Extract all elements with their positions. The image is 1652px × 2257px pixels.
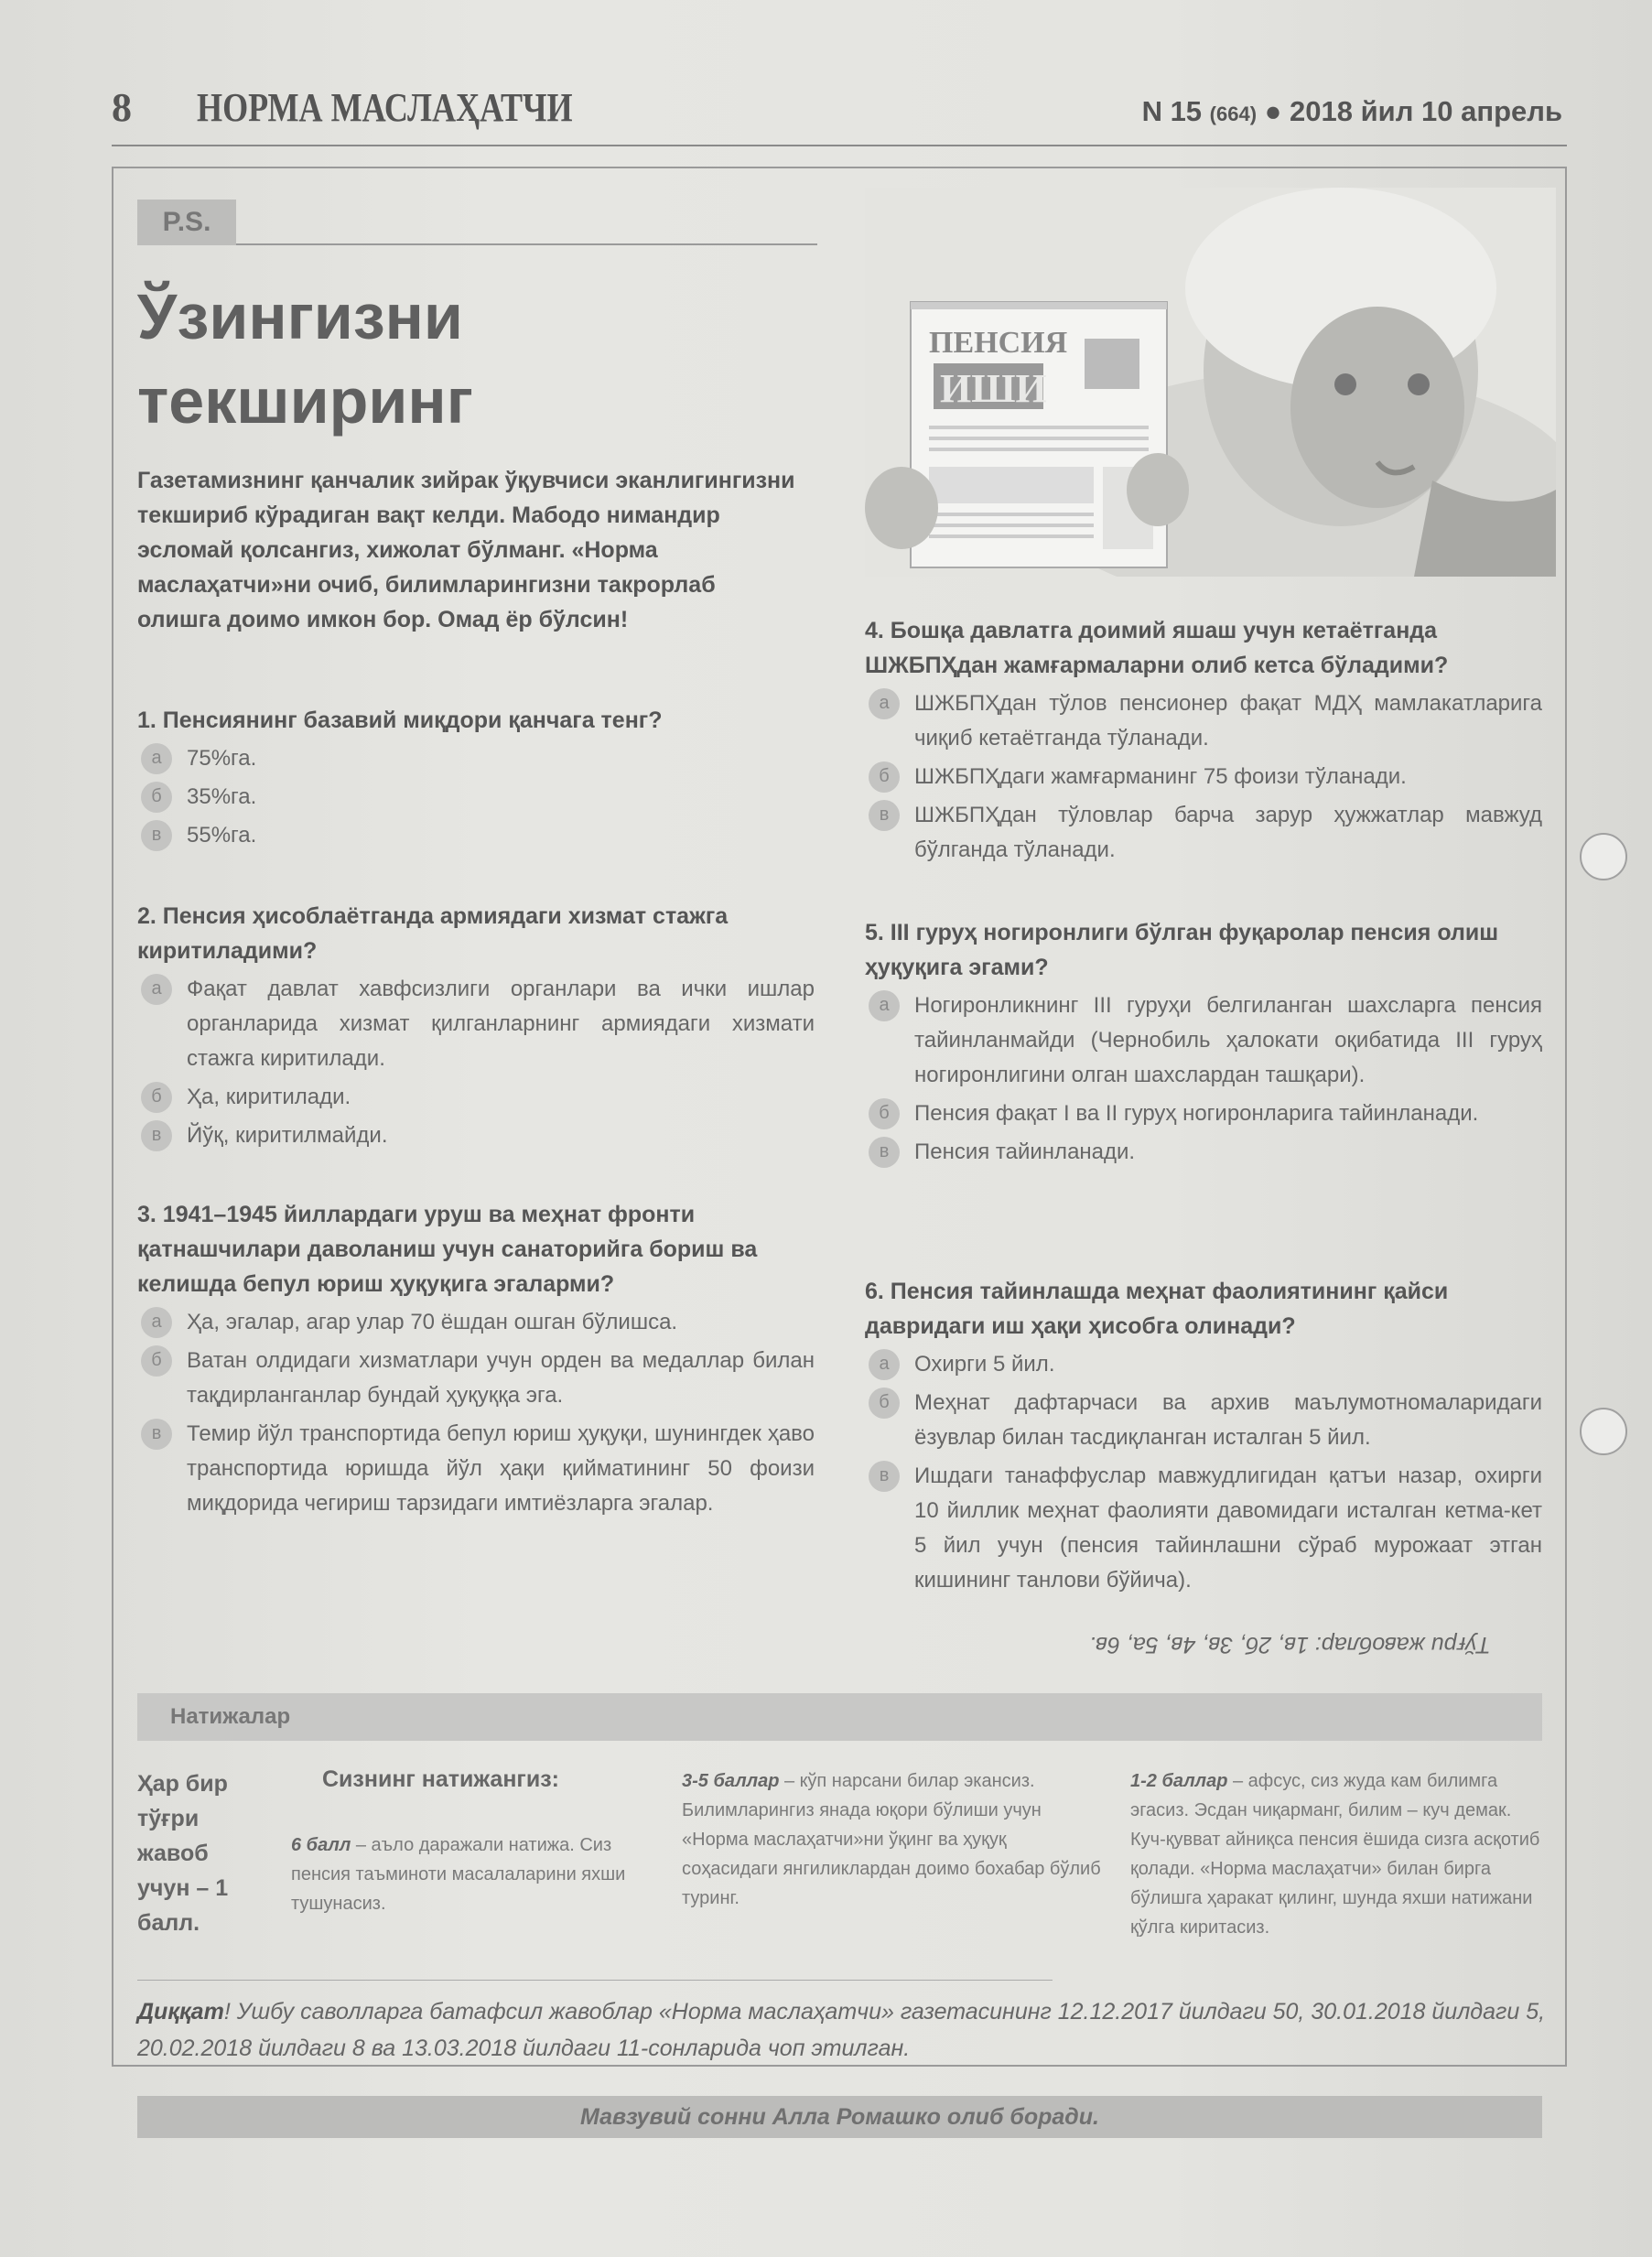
option-b xyxy=(865,1386,1542,1455)
article-title xyxy=(137,275,473,443)
option-marker: в xyxy=(869,800,900,831)
option-b xyxy=(137,780,815,815)
question-2 xyxy=(137,899,815,1153)
option-marker: в xyxy=(141,1419,172,1450)
option-a xyxy=(865,988,1542,1093)
option-text: Ишдаги танаффуслар мавжудлигидан қатъи назар, охирги 10 йиллик меҳнат фаолияти давомидаги исталган кетма-кет 5 йил учун (пенсия тайинлашни сўраб мурожаат этган кишининг танлови бўйича). xyxy=(914,1463,1542,1593)
option-text: Ватан олдидаги хизматлари учун орден ва медаллар билан тақдирланганлар бундай ҳуқуққа эга. xyxy=(187,1348,815,1408)
option-text: Меҳнат дафтарчаси ва архив маълумотномаларидаги ёзувлар билан тасдиқланган исталган 5 йил. xyxy=(914,1390,1542,1450)
option-text: Пенсия тайинланади. xyxy=(914,1139,1136,1164)
option-c xyxy=(137,1417,815,1521)
option-marker: б xyxy=(869,1388,900,1419)
option-text: Ҳа, киритилади. xyxy=(187,1085,351,1109)
option-marker: а xyxy=(869,990,900,1021)
page-number: 8 xyxy=(112,85,132,130)
editor-credit: Мавзувий сонни Алла Ромашко олиб боради. xyxy=(137,2096,1542,2138)
photo-woman-with-newspaper xyxy=(865,188,1556,577)
intro-text: Газетамизнинг қанчалик зийрак ўқувчиси эканлигингизни текшириб кўрадиган вақт келди. Мабодо нимандир эсломай қолсангиз, хижолат бўлманг. «Норма маслаҳатчи»ни очиб, билимларингизни такрорлаб олишга доимо имкон бор. Омад ёр бўлсин! xyxy=(137,468,795,632)
option-text: Йўқ, киритилмайди. xyxy=(187,1123,388,1148)
option-marker: а xyxy=(141,1307,172,1338)
option-c xyxy=(865,1459,1542,1598)
option-marker: в xyxy=(869,1461,900,1492)
title-line-2: текширинг xyxy=(137,365,473,437)
bullet-icon: ● xyxy=(1264,95,1282,127)
option-text: 35%га. xyxy=(187,784,257,809)
option-b xyxy=(137,1080,815,1115)
option-marker: а xyxy=(141,743,172,774)
issue-number: N 15 xyxy=(1141,95,1203,127)
option-marker: б xyxy=(869,1098,900,1129)
option-text: Пенсия фақат I ва II гуруҳ ногиронларига тайинланади. xyxy=(914,1101,1479,1126)
issue-date: 2018 йил 10 апрель xyxy=(1290,95,1562,127)
result-1-2-points xyxy=(1130,1766,1544,1942)
result-label: 3-5 баллар xyxy=(682,1771,780,1791)
option-marker: в xyxy=(869,1137,900,1168)
question-title: 6. Пенсия тайинлашда меҳнат фаолиятининг қайси давридаги иш ҳақи ҳисобга олинади? xyxy=(865,1279,1449,1339)
option-marker: б xyxy=(141,782,172,813)
option-text: Ногиронликнинг III гуруҳи белгиланган шахсларга пенсия тайинланмайди (Чернобиль ҳалокати оқибатида III гуруҳ ногиронлигини олган шахслардан ташқари). xyxy=(914,993,1542,1087)
option-c xyxy=(137,1118,815,1153)
question-6 xyxy=(865,1274,1542,1598)
paper-headline-2: ИШИ xyxy=(940,366,1047,411)
option-marker: а xyxy=(869,688,900,719)
question-1 xyxy=(137,703,815,853)
punch-hole-top xyxy=(1580,833,1627,880)
result-text: – аъло даражали натижа. Сиз пенсия таъминоти масалаларини яхши тушунасиз. xyxy=(291,1835,626,1914)
points-per-answer: Ҳар бир тўғри жавоб учун – 1 балл. xyxy=(137,1771,229,1936)
question-title: 5. III гуруҳ ногиронлиги бўлган фуқаролар пенсия олиш ҳуқуқига эгами? xyxy=(865,920,1499,980)
option-text: Фақат давлат хавфсизлиги органлари ва ички ишлар органларида хизмат қилганларнинг армиядаги хизмати стажга киритилади. xyxy=(187,977,815,1071)
option-text: ШЖБПҲдан тўловлар барча зарур ҳужжатлар мавжуд бўлганда тўланади. xyxy=(914,803,1542,862)
option-b xyxy=(865,1096,1542,1131)
question-title: 4. Бошқа давлатга доимий яшаш учун кетаётганда ШЖБПҲдан жамғармаларни олиб кетса бўладими? xyxy=(865,618,1449,678)
paper-headline-1: ПЕНСИЯ xyxy=(929,326,1068,360)
option-marker: б xyxy=(869,761,900,793)
question-title: 1. Пенсиянинг базавий миқдори қанчага тенг? xyxy=(137,707,663,733)
option-text: Темир йўл транспортида бепул юриш ҳуқуқи, шунингдек ҳаво транспортида юришда йўл ҳақи қийматининг 50 фоизи миқдорида чегириш тарзидаги имтиёзларга эгалар. xyxy=(187,1421,815,1516)
option-text: Охирги 5 йил. xyxy=(914,1352,1055,1377)
result-label: 6 балл xyxy=(291,1835,351,1855)
result-text: – кўп нарсани билар экансиз. Билимларингиз янада юқори бўлиши учун «Норма маслаҳатчи»ни ўқинг ва ҳуқуқ соҳасидаги янгиликлардан доимо бохабар бўлиб туринг. xyxy=(682,1771,1101,1908)
option-a xyxy=(865,686,1542,756)
option-a xyxy=(865,1347,1542,1382)
notice-text: ! Ушбу саволларга батафсил жавоблар «Норма маслаҳатчи» газетасининг 12.12.2017 йилдаги 50, 30.01.2018 йилдаги 5, 20.02.2018 йилдаги 8 ва 13.03.2018 йилдаги 11-сонларида чоп этилган. xyxy=(137,1999,1546,2061)
results-bar xyxy=(137,1693,1542,1741)
option-text: ШЖБПҲдан тўлов пенсионер фақат МДҲ мамлакатларига чиқиб кетаётганда тўланади. xyxy=(914,691,1542,751)
option-text: 55%га. xyxy=(187,823,257,848)
option-c xyxy=(865,1135,1542,1170)
option-marker: в xyxy=(141,1120,172,1151)
question-4 xyxy=(865,613,1542,868)
header-rule xyxy=(112,145,1567,146)
newspaper-in-hand xyxy=(865,302,1189,567)
ps-label: P.S. xyxy=(137,200,236,245)
option-c xyxy=(137,818,815,853)
result-6-points xyxy=(291,1830,653,1918)
option-text: Ҳа, эгалар, агар улар 70 ёшдан ошган бўлишса. xyxy=(187,1310,678,1334)
option-text: 75%га. xyxy=(187,746,257,771)
option-c xyxy=(865,798,1542,868)
question-3 xyxy=(137,1197,815,1521)
option-a xyxy=(137,741,815,776)
option-marker: в xyxy=(141,820,172,851)
result-text: – афсус, сиз жуда кам билимга эгасиз. Эсдан чиқарманг, билим – куч демак. Куч-қувват айниқса пенсия ёшида сизга асқотиб қолади. «Норма маслаҳатчи» билан бирга бўлишга ҳаракат қилинг, шунда яхши натижани қўлга киритасиз. xyxy=(1130,1771,1540,1938)
newspaper-title: НОРМА МАСЛАҲАТЧИ xyxy=(197,85,573,130)
ps-rule xyxy=(236,243,817,245)
attention-notice xyxy=(137,1993,1547,2067)
issue-serial: (664) xyxy=(1209,103,1258,125)
punch-hole-bottom xyxy=(1580,1408,1627,1455)
results-title: Натижалар xyxy=(170,1704,291,1729)
result-3-5-points xyxy=(682,1766,1103,1913)
title-line-1: Ўзингизни xyxy=(137,281,463,352)
question-title: 3. 1941–1945 йиллардаги уруш ва меҳнат фронти қатнашчилари даволаниш учун санаторийга бориш ва келишда бепул юриш ҳуқуқига эгаларми? xyxy=(137,1202,758,1297)
option-text: ШЖБПҲдаги жамғарманинг 75 фоизи тўланади. xyxy=(914,764,1407,789)
notice-label: Диққат xyxy=(137,1999,224,2025)
option-a xyxy=(137,1305,815,1340)
option-b xyxy=(865,760,1542,794)
question-title: 2. Пенсия ҳисоблаётганда армиядаги хизмат стажга киритиладими? xyxy=(137,903,729,964)
option-marker: а xyxy=(869,1349,900,1380)
option-marker: а xyxy=(141,974,172,1005)
option-marker: б xyxy=(141,1345,172,1377)
option-a xyxy=(137,972,815,1076)
notice-divider xyxy=(137,1980,1053,1981)
question-5 xyxy=(865,915,1542,1170)
correct-answers-upside-down: Тўғри жавоблар: 1в, 2б, 3в, 4в, 5а, 6в. xyxy=(1089,1632,1491,1658)
issue-info xyxy=(1142,95,1562,128)
result-label: 1-2 баллар xyxy=(1130,1771,1228,1791)
option-b xyxy=(137,1344,815,1413)
your-result-heading: Сизнинг натижангиз: xyxy=(322,1766,559,1792)
option-marker: б xyxy=(141,1082,172,1113)
